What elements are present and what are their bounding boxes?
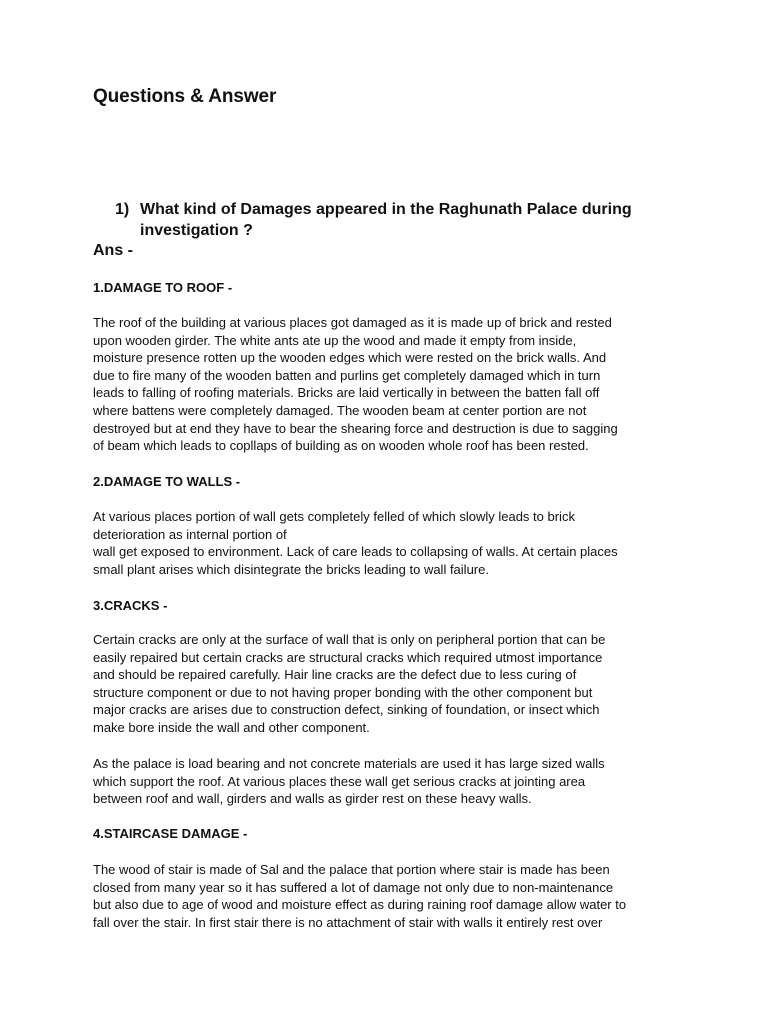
paragraph-line: wall get exposed to environment. Lack of care leads to collapsing of walls. At certain places xyxy=(93,544,618,560)
section-heading-cracks: 3.CRACKS - xyxy=(93,598,168,613)
paragraph-line: but also due to age of wood and moisture effect as during raining roof damage allow water to xyxy=(93,897,627,913)
section-heading-walls: 2.DAMAGE TO WALLS - xyxy=(93,474,241,489)
paragraph-line: leads to falling of roofing materials. Bricks are laid vertically in between the batten fall off xyxy=(93,385,600,401)
paragraph-line: make bore inside the wall and other component. xyxy=(93,719,370,735)
section-paragraph-staircase xyxy=(93,861,683,931)
section-paragraph-cracks-1 xyxy=(93,631,683,737)
section-paragraph-walls xyxy=(93,508,683,578)
question-1 xyxy=(115,199,675,241)
paragraph-line: deterioration as internal portion of xyxy=(93,526,287,542)
paragraph-line: between roof and wall, girders and walls as girder rest on these heavy walls. xyxy=(93,791,532,807)
paragraph-line: which support the roof. At various places these wall get serious cracks at jointing area xyxy=(93,773,586,789)
paragraph-line: Certain cracks are only at the surface of wall that is only on peripheral portion that can be xyxy=(93,632,606,647)
paragraph-line: of beam which leads to copllaps of building as on wooden whole roof has been rested. xyxy=(93,438,589,454)
paragraph-line: upon wooden girder. The white ants ate up the wood and made it empty from inside, xyxy=(93,332,577,348)
paragraph-line: small plant arises which disintegrate the bricks leading to wall failure. xyxy=(93,561,489,577)
section-heading-staircase: 4.STAIRCASE DAMAGE - xyxy=(93,826,248,841)
document-title: Questions & Answer xyxy=(93,86,277,107)
paragraph-line: due to fire many of the wooden batten and purlins get completely damaged which in turn xyxy=(93,367,601,383)
paragraph-line: The roof of the building at various places got damaged as it is made up of brick and rested xyxy=(93,315,612,330)
section-paragraph-roof xyxy=(93,314,683,455)
paragraph-line: easily repaired but certain cracks are structural cracks which required utmost importance xyxy=(93,649,603,665)
paragraph-line: structure component or due to not having proper bonding with the other component but xyxy=(93,684,593,700)
paragraph-line: major cracks are arises due to construction defect, sinking of foundation, or insect which xyxy=(93,702,600,718)
section-heading-roof: 1.DAMAGE TO ROOF - xyxy=(93,280,233,295)
answer-label: Ans - xyxy=(93,242,133,259)
question-number: 1) xyxy=(115,201,130,218)
paragraph-line: moisture presence rotten up the wooden edges which were rested on the brick walls. And xyxy=(93,350,607,366)
paragraph-line: As the palace is load bearing and not concrete materials are used it has large sized walls xyxy=(93,756,605,771)
paragraph-line: At various places portion of wall gets completely felled of which slowly leads to brick xyxy=(93,509,575,524)
paragraph-line: closed from many year so it has suffered a lot of damage not only due to non-maintenance xyxy=(93,879,614,895)
paragraph-line: and should be repaired carefully. Hair line cracks are the defect due to less curing of xyxy=(93,667,577,683)
paragraph-line: destroyed but at end they have to bear the shearing force and destruction is due to sagging xyxy=(93,420,618,436)
paragraph-line: The wood of stair is made of Sal and the palace that portion where stair is made has been xyxy=(93,862,610,877)
paragraph-line: where battens were completely damaged. The wooden beam at center portion are not xyxy=(93,402,587,418)
question-text: What kind of Damages appeared in the Raghunath Palace during investigation ? xyxy=(140,201,632,239)
paragraph-line: fall over the stair. In first stair there is no attachment of stair with walls it entirely rest over xyxy=(93,914,603,930)
section-paragraph-cracks-2 xyxy=(93,755,683,808)
